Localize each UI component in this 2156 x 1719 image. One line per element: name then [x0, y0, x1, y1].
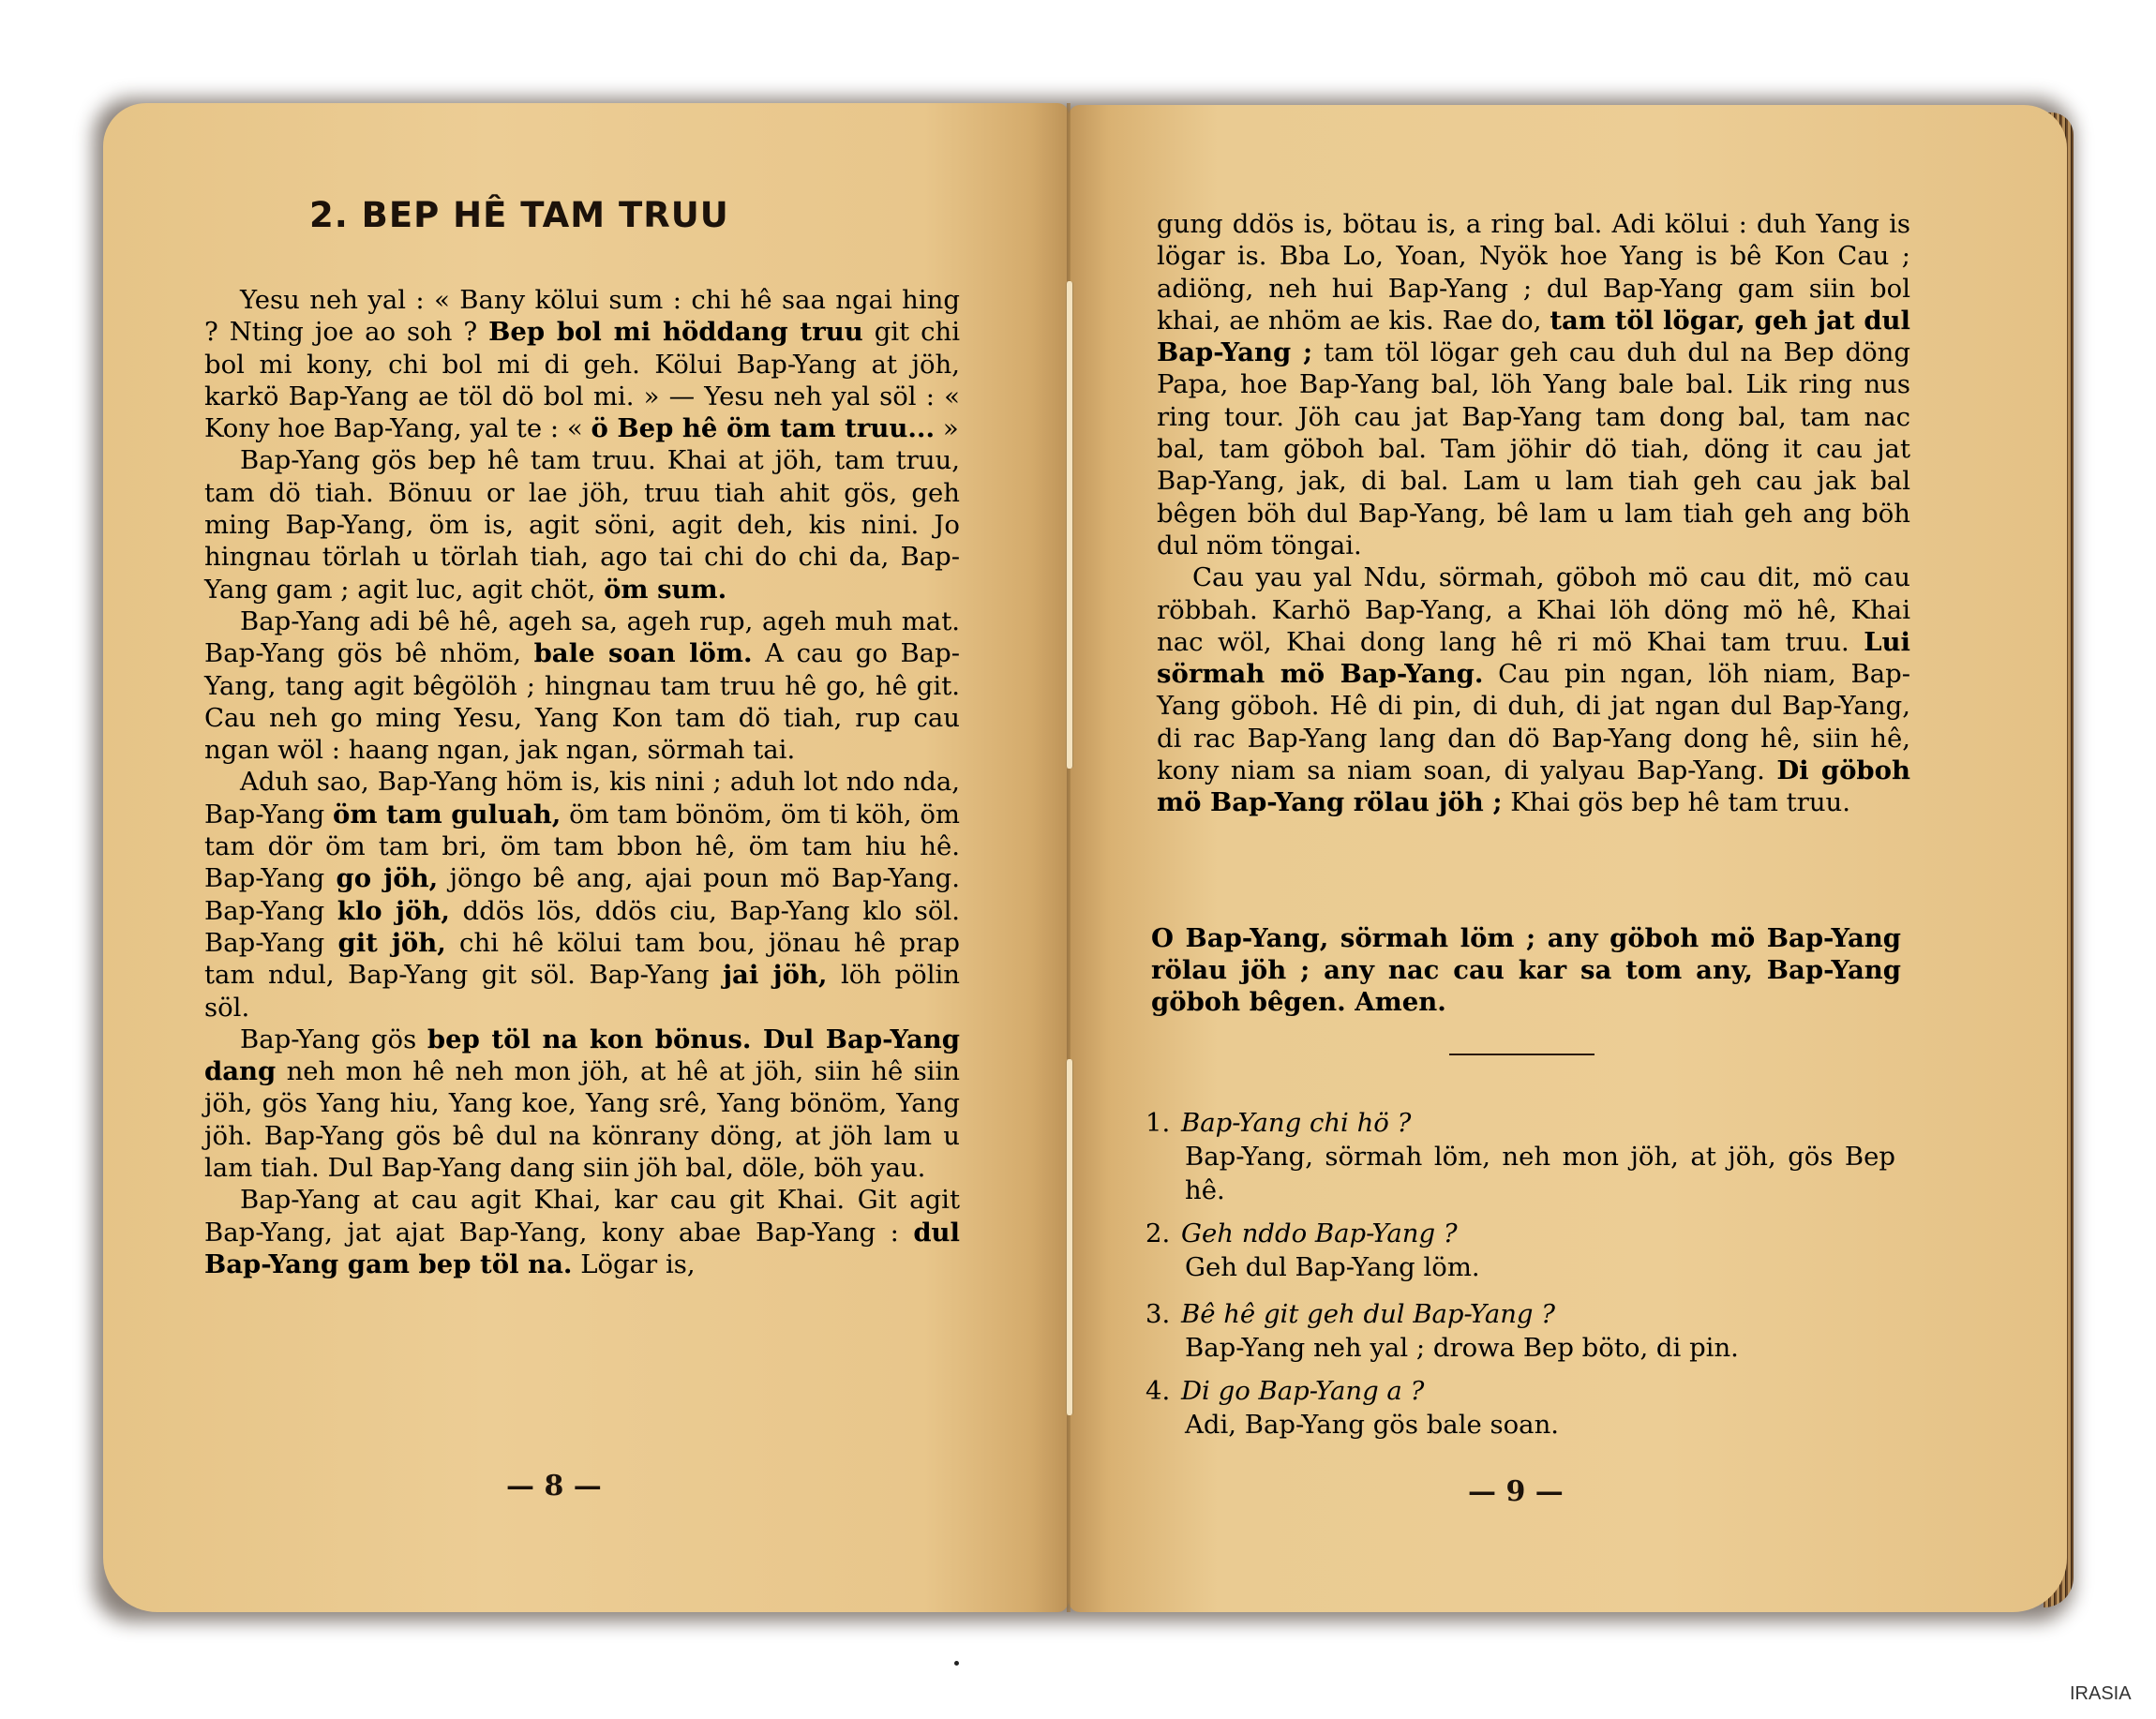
binding-stitch — [1066, 281, 1073, 769]
qa-item — [1145, 1106, 1895, 1207]
paragraph: gung ddös is, bötau is, a ring bal. Adi kölui : duh Yang is lögar is. Bba Lo, Yoan, Nyök hoe Yang is bê Kon Cau ; adiöng, neh hui Bap-Yang ; dul Bap-Yang gam siin bol khai, ae nhöm ae kis. Rae do, tam töl lögar, geh jat dul Bap-Yang ; tam töl lögar geh cau duh dul na Bep döng Papa, hoe Bap-Yang bal, löh Yang bale bal. Lik ring nus ring tour. Jöh cau jat Bap-Yang tam dong bal, tam nac bal, tam göboh bal. Tam jöhir dö tiah, döng it cau jat Bap-Yang, jak, di bal. Lam u lam tiah geh cau jak bal bêgen böh dul Bap-Yang, bê lam u lam tiah geh ang böh dul nöm töngai. — [1157, 209, 1910, 561]
paragraph: Aduh sao, Bap-Yang höm is, kis nini ; aduh lot ndo nda, Bap-Yang öm tam guluah, öm tam bönöm, öm ti köh, öm tam dör öm tam bri, öm tam bbon hê, öm tam hiu hê. Bap-Yang go jöh, jöngo bê ang, ajai poun mö Bap-Yang. Bap-Yang klo jöh, ddös lös, ddös ciu, Bap-Yang klo söl. Bap-Yang git jöh, chi hê kölui tam bou, jönau hê prap tam ndul, Bap-Yang git söl. Bap-Yang jai jöh, löh pölin söl. — [204, 767, 961, 1023]
speck — [954, 1661, 959, 1666]
question: 4. Di go Bap-Yang a ? — [1145, 1376, 1425, 1406]
paragraph: Bap-Yang adi bê hê, ageh sa, ageh rup, ageh muh mat. Bap-Yang gös bê nhöm, bale soan löm. A cau go Bap-Yang, tang agit bêgölöh ; hingnau tam truu hê go, hê git. Cau neh go ming Yesu, Yang Kon tam dö tiah, rup cau ngan wöl : haang ngan, jak ngan, sörmah tai. — [204, 605, 960, 766]
left-page-body — [204, 284, 960, 1280]
answer: Bap-Yang neh yal ; drowa Bep böto, di pin. — [1185, 1333, 1739, 1363]
chapter-title: 2. BEP HÊ TAM TRUU — [309, 195, 729, 235]
paragraph: Bap-Yang at cau agit Khai, kar cau git Khai. Git agit Bap-Yang, jat ajat Bap-Yang, kony abae Bap-Yang : dul Bap-Yang gam bep töl na. Lögar is, — [204, 1185, 960, 1279]
question: 2. Geh nddo Bap-Yang ? — [1145, 1218, 1458, 1248]
qa-item — [1145, 1217, 1895, 1284]
answer: Adi, Bap-Yang gös bale soan. — [1185, 1410, 1560, 1440]
qa-item — [1145, 1374, 1895, 1442]
binding-stitch — [1066, 1059, 1073, 1415]
answer: Bap-Yang, sörmah löm, neh mon jöh, at jöh, gös Bep hê. — [1185, 1142, 1895, 1205]
paragraph: Cau yau yal Ndu, sörmah, göboh mö cau dit, mö cau röbbah. Karhö Bap-Yang, a Khai löh döng mö hê, Khai nac wöl, Khai dong lang hê ri mö Khai tam truu. Lui sörmah mö Bap-Yang. Cau pin ngan, löh niam, Bap-Yang göboh. Hê di pin, di duh, di jat ngan dul Bap-Yang, di rac Bap-Yang lang dan dö Bap-Yang dong hê, siin hê, kony niam sa niam soan, di yalyau Bap-Yang. Di göboh mö Bap-Yang rölau jöh ; Khai gös bep hê tam truu. — [1157, 562, 1910, 818]
question: 3. Bê hê git geh dul Bap-Yang ? — [1145, 1299, 1556, 1329]
prayer: O Bap-Yang, sörmah löm ; any göboh mö Bap-Yang rölau jöh ; any nac cau kar sa tom any, Bap-Yang göboh bêgen. Amen. — [1151, 923, 1901, 1017]
page-number-right: — 9 — — [1468, 1475, 1564, 1508]
section-divider — [1449, 1054, 1595, 1055]
page-number-left: — 8 — — [506, 1470, 602, 1502]
watermark: IRASIA — [2070, 1683, 2132, 1704]
qa-item — [1145, 1297, 1895, 1365]
answer: Geh dul Bap-Yang löm. — [1185, 1252, 1480, 1282]
paragraph: Bap-Yang gös bep hê tam truu. Khai at jöh, tam truu, tam dö tiah. Bönuu or lae jöh, truu tiah ahit gös, geh ming Bap-Yang, öm is, agit söni, agit deh, kis nini. Jo hingnau törlah u törlah tiah, ago tai chi do chi da, Bap-Yang gam ; agit luc, agit chöt, öm sum. — [204, 445, 960, 605]
right-page-body — [1157, 208, 1910, 819]
paragraph: Yesu neh yal : « Bany kölui sum : chi hê saa ngai hing ? Nting joe ao soh ? Bep bol mi höddang truu git chi bol mi kony, chi bol mi di geh. Kölui Bap-Yang at jöh, karkö Bap-Yang ae töl dö bol mi. » — Yesu neh yal söl : « Kony hoe Bap-Yang, yal te : « ö Bep hê öm tam truu... » — [204, 285, 960, 444]
paragraph: Bap-Yang gös bep töl na kon bönus. Dul Bap-Yang dang neh mon hê neh mon jöh, at hê at jöh, siin hê siin jöh, gös Yang hiu, Yang koe, Yang srê, Yang bönöm, Yang jöh. Bap-Yang gös bê dul na könrany döng, at jöh lam u lam tiah. Dul Bap-Yang dang siin jöh bal, döle, böh yau. — [204, 1024, 960, 1184]
question: 1. Bap-Yang chi hö ? — [1145, 1108, 1412, 1138]
